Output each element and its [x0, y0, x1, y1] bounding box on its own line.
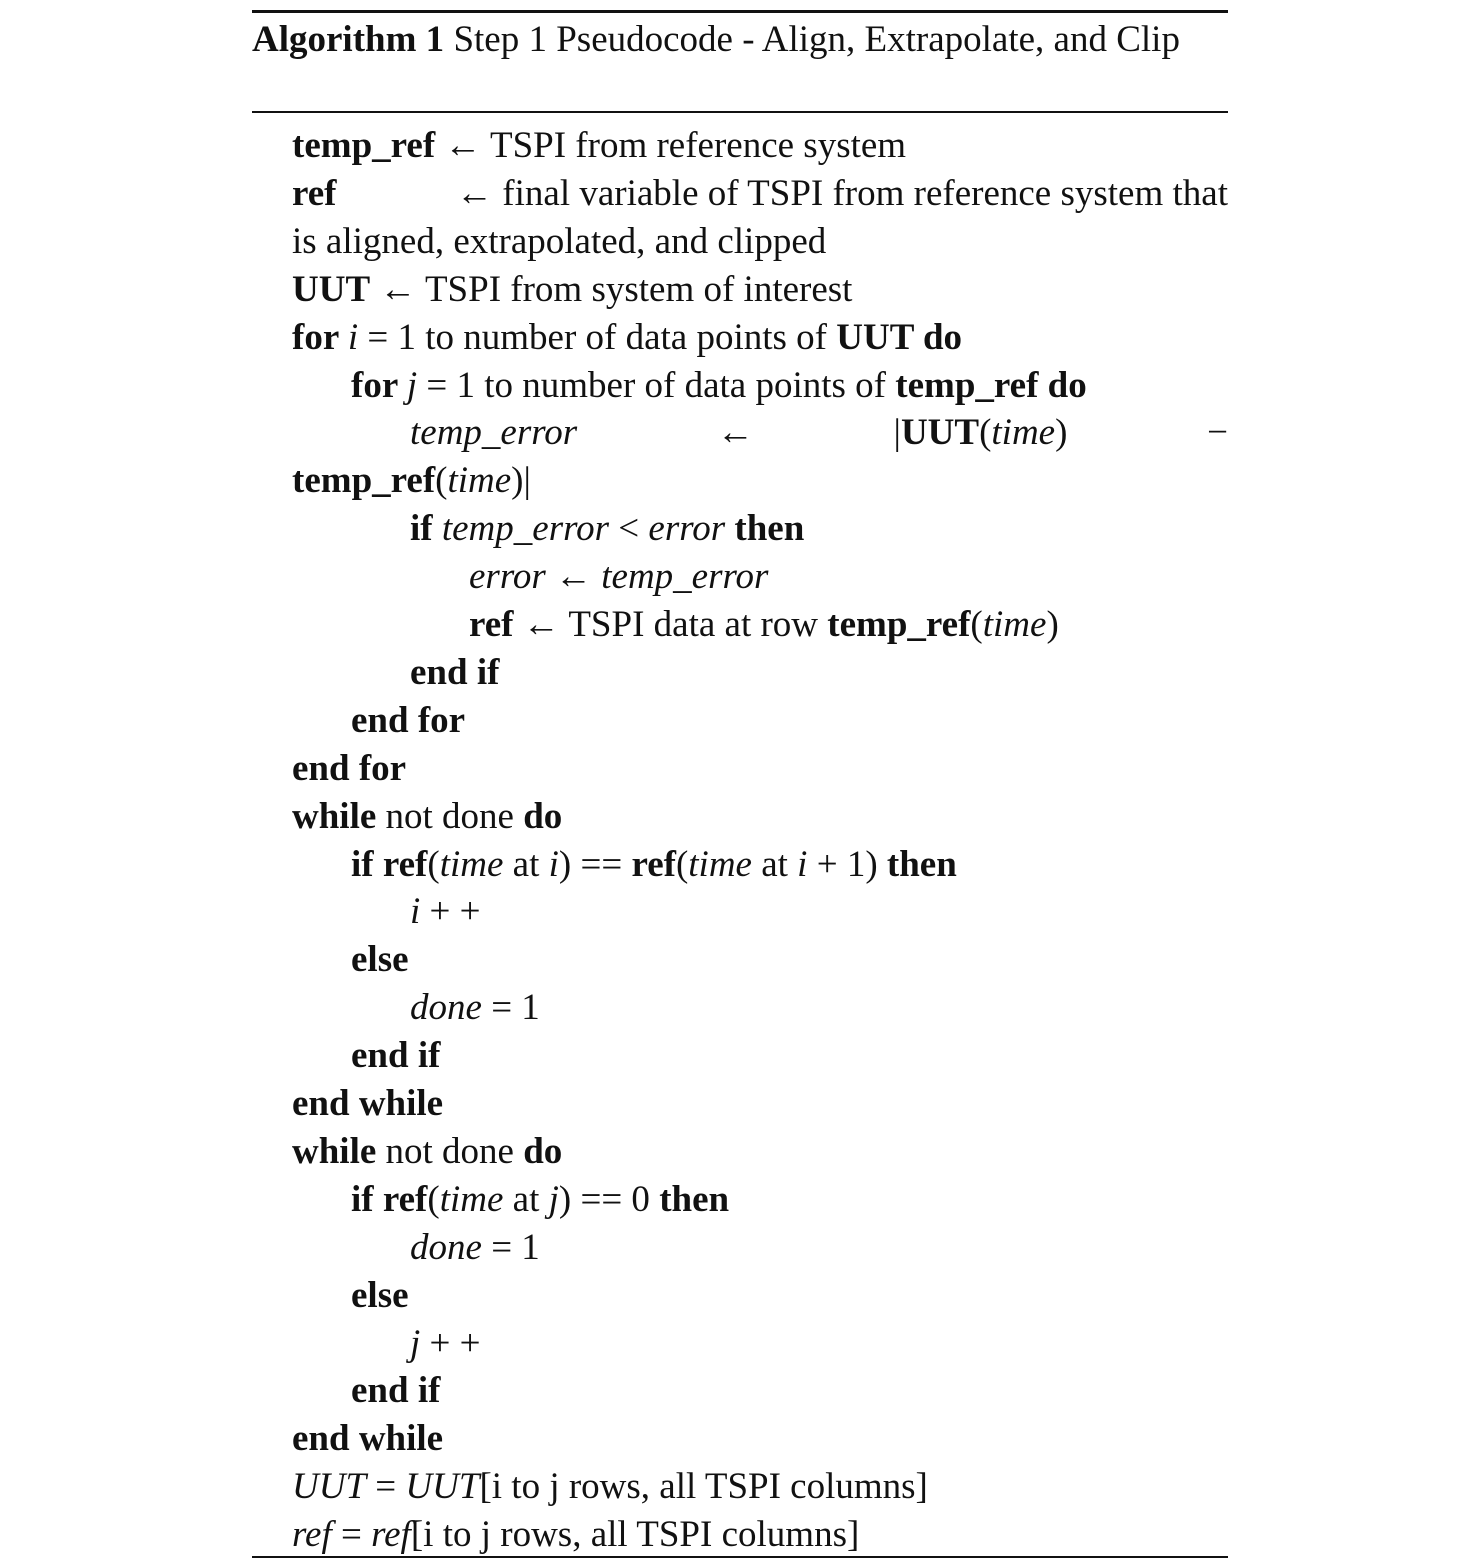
code-token: <: [609, 508, 649, 550]
code-token: if: [351, 843, 383, 885]
code-line: [351, 841, 957, 889]
code-token: UUT: [900, 412, 980, 454]
code-line: [410, 1320, 481, 1368]
code-line: [292, 266, 852, 314]
code-token: |: [893, 412, 901, 454]
code-token: ref: [382, 843, 428, 885]
code-line: [410, 505, 804, 553]
code-token: = 1 to number of data points of: [358, 316, 837, 358]
code-token: j: [548, 1178, 559, 1220]
code-token: do: [913, 316, 963, 358]
code-token: then: [725, 508, 805, 550]
code-line: [292, 1128, 562, 1176]
code-token: ref: [469, 604, 514, 645]
code-line: [410, 888, 481, 936]
code-token: [894, 409, 1068, 457]
code-token: temp_ref: [895, 364, 1039, 406]
code-token: do: [1038, 364, 1087, 406]
code-token: ref: [292, 172, 337, 214]
code-token: ref: [631, 843, 676, 885]
code-token: = 1 to number of data points of: [417, 364, 896, 406]
code-token: [i to j rows, all TSPI columns]: [479, 1466, 928, 1508]
code-token: ← TSPI from reference system: [435, 125, 907, 166]
code-token: while: [292, 795, 377, 837]
code-token: at: [503, 1178, 549, 1220]
code-token: (: [427, 843, 440, 885]
code-token: temp_ref: [292, 460, 436, 502]
code-token: time: [447, 460, 512, 502]
code-token: end for: [351, 699, 466, 741]
code-line: [351, 1176, 729, 1224]
code-token: done: [410, 987, 482, 1029]
code-token: temp_error: [410, 412, 578, 454]
code-token: do: [523, 795, 563, 837]
code-token: time: [991, 412, 1056, 454]
code-token: UUT: [292, 268, 371, 310]
code-token: (: [970, 604, 983, 645]
code-token: not done: [376, 795, 524, 837]
code-token: ←: [716, 412, 754, 454]
code-token: do: [523, 1130, 563, 1172]
code-token: i: [347, 316, 359, 358]
code-line: [292, 1415, 443, 1463]
code-token: + +: [420, 1322, 481, 1364]
code-token: end if: [351, 1035, 441, 1077]
code-token: temp_ref: [292, 125, 436, 166]
code-token: if: [351, 1178, 383, 1220]
code-line: [292, 1080, 443, 1128]
code-line: [292, 170, 1228, 218]
code-token: end while: [292, 1418, 444, 1460]
code-line: [469, 553, 768, 601]
code-token: (: [675, 843, 689, 885]
code-token: i: [548, 843, 559, 885]
code-line: [351, 1032, 440, 1080]
code-token: ref: [292, 1514, 332, 1556]
code-token: (: [435, 460, 448, 502]
code-token: )|: [511, 460, 531, 502]
code-line: [351, 362, 1087, 410]
code-token: error: [648, 508, 726, 550]
code-token: ) ==: [558, 843, 632, 885]
code-line: [292, 1463, 928, 1511]
code-token: UUT: [292, 1466, 367, 1508]
code-token: else: [351, 1274, 409, 1316]
caption-text: Step 1 Pseudocode - Align, Extrapolate, and Clip: [453, 19, 1180, 60]
code-token: (: [427, 1178, 440, 1220]
code-line: [351, 1272, 409, 1320]
code-token: ): [1055, 412, 1068, 454]
code-line: [469, 601, 1059, 649]
code-token: temp_ref: [827, 604, 971, 645]
code-token: =: [331, 1514, 372, 1556]
code-token: temp_error: [601, 556, 769, 598]
code-token: j: [406, 364, 418, 406]
code-token: end if: [410, 651, 500, 693]
code-line: [410, 984, 540, 1032]
code-token: ): [1046, 604, 1059, 645]
code-token: (: [979, 412, 992, 454]
code-line: [292, 1511, 859, 1559]
code-token: time: [688, 843, 752, 885]
code-token: ) == 0: [558, 1178, 660, 1220]
code-line: [410, 409, 1228, 457]
code-token: ← TSPI data at row: [513, 604, 828, 645]
code-line: [292, 122, 906, 170]
code-token: ref: [382, 1178, 428, 1220]
code-token: =: [366, 1466, 406, 1508]
code-token: at: [503, 843, 549, 885]
code-token: then: [886, 843, 957, 885]
code-token: error: [469, 556, 546, 598]
code-token: while: [292, 1130, 377, 1172]
bottom-rule: [252, 1556, 1228, 1558]
code-token: for: [292, 316, 348, 358]
code-line: [351, 697, 465, 745]
algorithm-caption: [252, 16, 1228, 64]
code-line: [292, 314, 962, 362]
code-token: is aligned, extrapolated, and clipped: [292, 220, 827, 262]
code-token: not done: [376, 1130, 524, 1172]
code-token: ref: [371, 1514, 411, 1556]
code-token: at: [751, 843, 798, 885]
code-token: + 1): [807, 843, 887, 885]
code-line: [292, 457, 531, 505]
code-token: UUT: [836, 316, 914, 358]
code-line: [292, 793, 562, 841]
code-line: [410, 649, 499, 697]
code-line: [410, 1224, 540, 1272]
code-token: time: [439, 1178, 504, 1220]
code-token: if: [410, 508, 442, 550]
caption-label: Algorithm 1: [252, 19, 445, 60]
code-token: time: [982, 604, 1047, 645]
code-token: ←: [545, 556, 602, 598]
code-line: [292, 745, 406, 793]
code-token: + +: [420, 891, 481, 933]
code-token: = 1: [481, 1226, 540, 1268]
code-token: ← TSPI from system of interest: [370, 268, 853, 310]
code-token: ← final variable of TSPI from reference system that: [456, 172, 1228, 214]
code-token: done: [410, 1226, 482, 1268]
code-token: else: [351, 939, 409, 981]
code-line: [351, 1367, 440, 1415]
code-token: −: [1207, 412, 1228, 454]
code-token: i: [797, 843, 808, 885]
code-token: j: [410, 1322, 421, 1364]
code-token: time: [439, 843, 504, 885]
caption-rule: [252, 111, 1228, 113]
code-token: UUT: [405, 1466, 480, 1508]
code-token: then: [659, 1178, 730, 1220]
code-line: [292, 218, 826, 266]
code-token: i: [410, 891, 421, 933]
code-token: = 1: [481, 987, 540, 1029]
code-token: temp_error: [441, 508, 610, 550]
code-line: [351, 936, 409, 984]
code-token: end if: [351, 1370, 441, 1412]
code-token: [i to j rows, all TSPI columns]: [410, 1514, 860, 1556]
code-token: for: [351, 364, 407, 406]
code-token: end while: [292, 1083, 444, 1124]
code-token: end for: [292, 747, 407, 789]
top-rule: [252, 10, 1228, 13]
